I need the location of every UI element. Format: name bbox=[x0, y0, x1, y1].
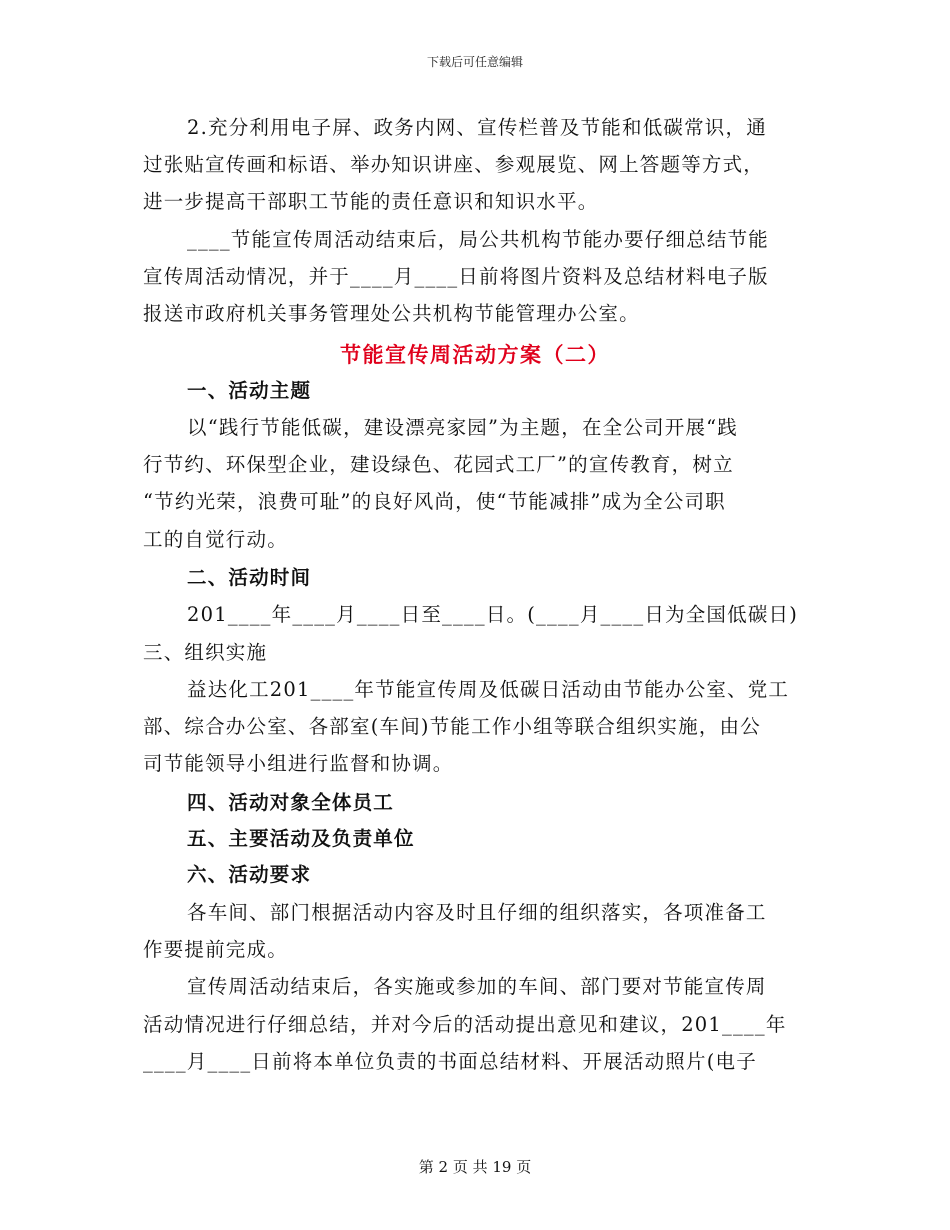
paragraph-line: 行节约、环保型企业，建设绿色、花园式工厂”的宣传教育，树立 bbox=[143, 453, 734, 476]
paragraph-line: 2.充分利用电子屏、政务内网、宣传栏普及节能和低碳常识，通 bbox=[187, 116, 767, 139]
paragraph-line: 活动情况进行仔细总结，并对今后的活动提出意见和建议，201____年 bbox=[143, 1013, 787, 1036]
paragraph-line: ____节能宣传周活动结束后，局公共机构节能办要仔细总结节能 bbox=[187, 228, 770, 251]
section-heading: 四、活动对象全体员工 bbox=[187, 791, 395, 814]
paragraph-line: 过张贴宣传画和标语、举办知识讲座、参观展览、网上答题等方式， bbox=[143, 153, 765, 176]
section-heading: 五、主要活动及负责单位 bbox=[187, 827, 415, 850]
paragraph-line: ____月____日前将本单位负责的书面总结材料、开展活动照片(电子 bbox=[143, 1050, 757, 1073]
paragraph-line: 部、综合办公室、各部室(车间)节能工作小组等联合组织实施，由公 bbox=[143, 715, 761, 738]
paragraph-line: “节约光荣，浪费可耻”的良好风尚，使“节能减排”成为全公司职 bbox=[143, 490, 726, 513]
paragraph-line: 宣传周活动情况，并于____月____日前将图片资料及总结材料电子版 bbox=[143, 265, 769, 288]
section-heading: 三、组织实施 bbox=[143, 641, 268, 664]
paragraph-line: 宣传周活动结束后，各实施或参加的车间、部门要对节能宣传周 bbox=[187, 975, 767, 998]
section-title: 节能宣传周活动方案（二） bbox=[340, 342, 610, 367]
paragraph-line: 各车间、部门根据活动内容及时且仔细的组织落实，各项准备工 bbox=[187, 901, 767, 924]
page-number-footer: 第 2 页 共 19 页 bbox=[418, 1158, 532, 1176]
paragraph-line: 以“践行节能低碳，建设漂亮家园”为主题，在全公司开展“践 bbox=[187, 416, 739, 439]
paragraph-line: 工的自觉行动。 bbox=[143, 528, 288, 551]
paragraph-line: 作要提前完成。 bbox=[143, 938, 288, 961]
paragraph-line: 益达化工201____年节能宣传周及低碳日活动由节能办公室、党工 bbox=[187, 678, 790, 701]
section-heading: 二、活动时间 bbox=[187, 566, 312, 589]
paragraph-line: 进一步提高干部职工节能的责任意识和知识水平。 bbox=[143, 190, 599, 213]
paragraph-line: 司节能领导小组进行监督和协调。 bbox=[143, 752, 454, 775]
paragraph-line: 201____年____月____日至____日。(____月____日为全国低碳日) bbox=[187, 603, 799, 626]
section-heading: 一、活动主题 bbox=[187, 379, 312, 402]
paragraph-line: 报送市政府机关事务管理处公共机构节能管理办公室。 bbox=[143, 302, 640, 325]
page-header-note: 下载后可任意编辑 bbox=[426, 55, 523, 69]
section-heading: 六、活动要求 bbox=[187, 863, 312, 886]
